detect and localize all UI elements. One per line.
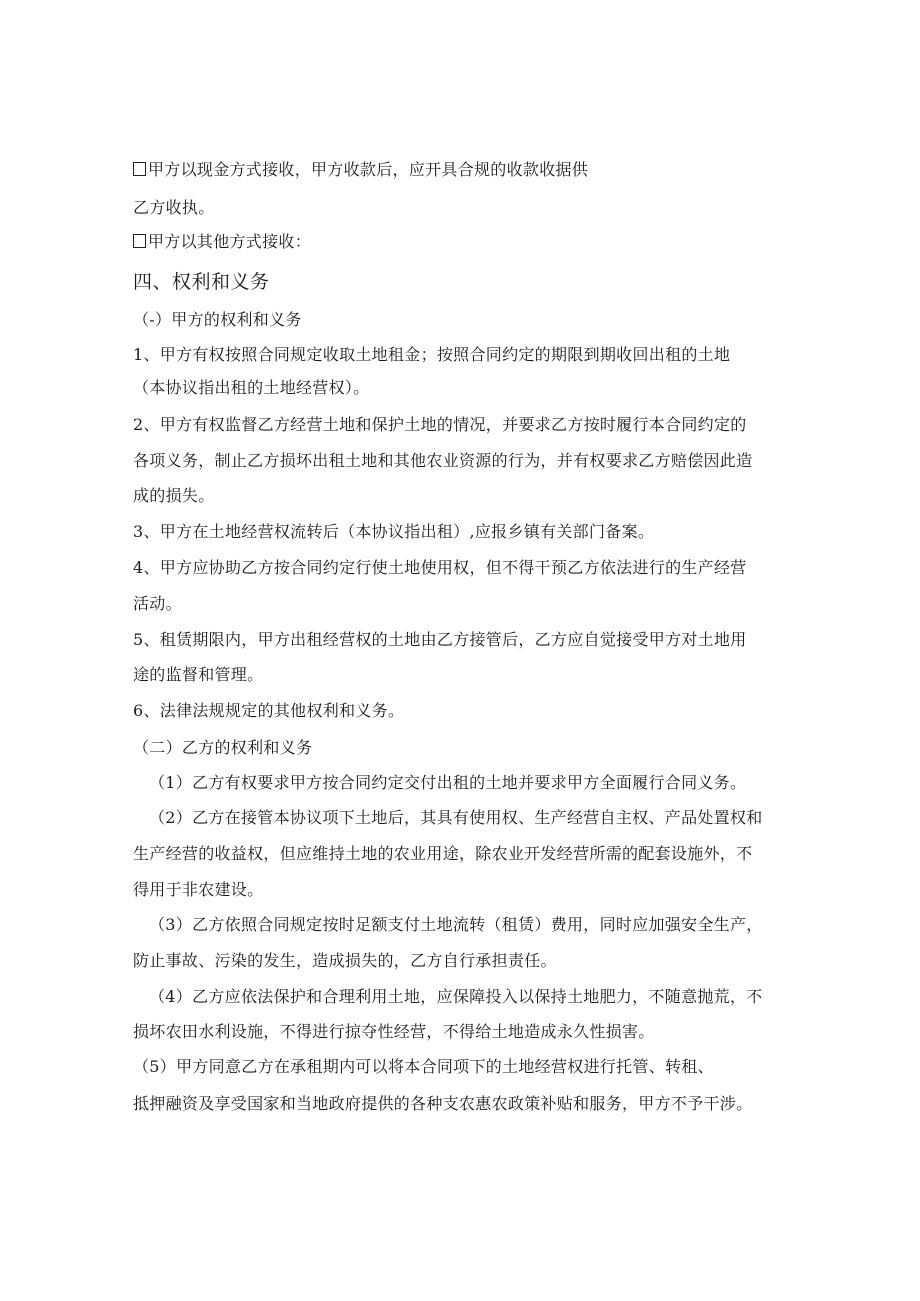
party-b-line: （1）乙方有权要求甲方按合同约定交付出租的土地并要求甲方全面履行合同义务。 bbox=[149, 773, 747, 792]
payment-cash-option bbox=[133, 160, 588, 180]
party-a-line: 6、法律法规规定的其他权利和义务。 bbox=[133, 701, 405, 720]
payment-cash-text-2: 乙方收执。 bbox=[133, 198, 215, 217]
party-b-heading: （二）乙方的权利和义务 bbox=[133, 738, 313, 757]
payment-other-text: 甲方以其他方式接收： bbox=[148, 232, 312, 251]
party-b-line: 损坏农田水利设施，不得进行掠夺性经营，不得给土地造成永久性损害。 bbox=[133, 1022, 655, 1041]
party-a-line: 1、甲方有权按照合同规定收取土地租金；按照合同约定的期限到期收回出租的土地 bbox=[133, 345, 731, 364]
party-a-line: 途的监督和管理。 bbox=[133, 665, 264, 684]
checkbox-cash[interactable] bbox=[133, 162, 146, 176]
party-b-line: （4）乙方应依法保护和合理利用土地，应保障投入以保持土地肥力，不随意抛荒，不 bbox=[149, 987, 763, 1006]
party-b-line: （5）甲方同意乙方在承租期内可以将本合同项下的土地经营权进行托管、转租、 bbox=[133, 1057, 714, 1076]
party-a-line: 3、甲方在土地经营权流转后（本协议指出租）,应报乡镇有关部门备案。 bbox=[133, 522, 655, 541]
party-b-line: 抵押融资及享受国家和当地政府提供的各种支农惠农政策补贴和服务，甲方不予干涉。 bbox=[133, 1094, 753, 1113]
payment-cash-text-1: 甲方以现金方式接收，甲方收款后，应开具合规的收款收据供 bbox=[148, 160, 589, 179]
party-a-line: 2、甲方有权监督乙方经营土地和保护土地的情况，并要求乙方按时履行本合同约定的 bbox=[133, 415, 747, 434]
party-b-line: 生产经营的收益权，但应维持土地的农业用途，除农业开发经营所需的配套设施外，不 bbox=[133, 844, 753, 863]
party-a-line: 成的损失。 bbox=[133, 486, 215, 505]
party-a-line: 4、甲方应协助乙方按合同约定行使土地使用权，但不得干预乙方依法进行的生产经营 bbox=[133, 558, 747, 577]
party-a-line: 5、租赁期限内，甲方出租经营权的土地由乙方接管后，乙方应自觉接受甲方对土地用 bbox=[133, 630, 747, 649]
party-b-line: 得用于非农建设。 bbox=[133, 880, 264, 899]
party-a-line: 各项义务，制止乙方损坏出租土地和其他农业资源的行为，并有权要求乙方赔偿因此造 bbox=[133, 451, 753, 470]
party-b-line: （2）乙方在接管本协议项下土地后，其具有使用权、生产经营自主权、产品处置权和 bbox=[149, 808, 763, 827]
party-b-line: 防止事故、污染的发生，造成损失的，乙方自行承担责任。 bbox=[133, 951, 557, 970]
party-a-heading: （-）甲方的权利和义务 bbox=[133, 310, 302, 329]
party-b-line: （3）乙方依照合同规定按时足额支付土地流转（租赁）费用，同时应加强安全生产， bbox=[149, 915, 763, 934]
party-a-line: 活动。 bbox=[133, 594, 182, 613]
payment-other-option bbox=[133, 232, 311, 252]
checkbox-other[interactable] bbox=[133, 234, 146, 248]
party-a-line: （本协议指出租的土地经营权）。 bbox=[133, 378, 370, 397]
section-title: 四、权利和义务 bbox=[133, 271, 270, 293]
